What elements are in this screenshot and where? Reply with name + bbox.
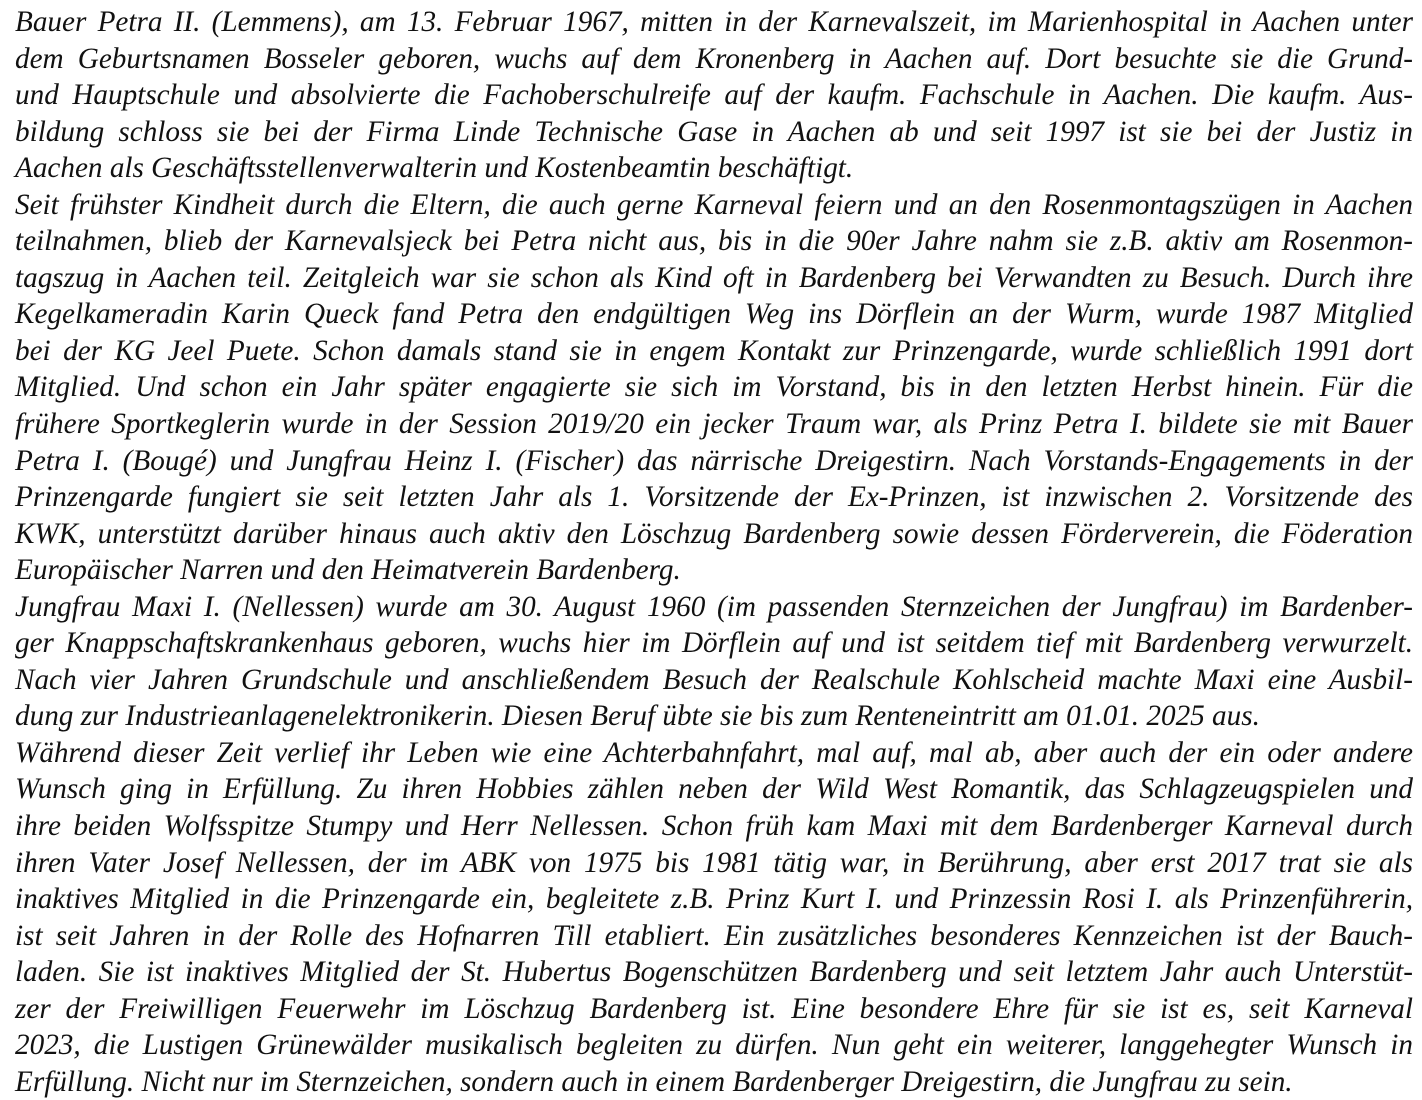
- text-line: ihren Vater Josef Nellessen, der im ABK von 1975 bis 1981 tätig war, in Berührung, aber erst 2017 trat sie als: [15, 846, 1413, 879]
- text-line: Jungfrau Maxi I. (Nellessen) wurde am 30. August 1960 (im passenden Sternzeichen der Jungfrau) im Bardenber-: [15, 590, 1413, 623]
- text-line: ihre beiden Wolfsspitze Stumpy und Herr Nellessen. Schon früh kam Maxi mit dem Bardenberger Karneval durch: [15, 810, 1413, 843]
- text-line: Nach vier Jahren Grundschule und anschließendem Besuch der Realschule Kohlscheid machte Maxi eine Ausbil-: [15, 663, 1413, 696]
- text-line: und Hauptschule und absolvierte die Fachoberschulreife auf der kaufm. Fachschule in Aachen. Die kaufm. Aus-: [15, 79, 1413, 112]
- text-line: Petra I. (Bougé) und Jungfrau Heinz I. (Fischer) das närrische Dreigestirn. Nach Vorstands-Engagements in der: [15, 444, 1413, 477]
- paragraph-jungfrau-maxi-i: [15, 589, 1413, 735]
- text-line: Kegelkameradin Karin Queck fand Petra den endgültigen Weg ins Dörflein an der Wurm, wurde 1987 Mitglied: [15, 298, 1413, 331]
- text-line: ist seit Jahren in der Rolle des Hofnarren Till etabliert. Ein zusätzliches besonderes Kennzeichen ist der Bauch-: [15, 919, 1413, 952]
- text-line: laden. Sie ist inaktives Mitglied der St. Hubertus Bogenschützen Bardenberg und seit letztem Jahr auch Unterstüt-: [15, 956, 1413, 989]
- text-line: Wunsch ging in Erfüllung. Zu ihren Hobbies zählen neben der Wild West Romantik, das Schlagzeugspielen und: [15, 773, 1413, 806]
- text-line: Bauer Petra II. (Lemmens), am 13. Februar 1967, mitten in der Karnevalszeit, im Marienhospital in Aachen unter: [15, 6, 1413, 38]
- paragraph-bauer-petra-ii: [15, 4, 1413, 187]
- text-line: inaktives Mitglied in die Prinzengarde ein, begleitete z.B. Prinz Kurt I. und Prinzessin Rosi I. als Prinzenführerin,: [15, 883, 1413, 916]
- text-line: Erfüllung. Nicht nur im Sternzeichen, sondern auch in einem Bardenberger Dreigestirn, die Jungfrau zu sein.: [15, 1065, 1293, 1098]
- paragraph-petra-karneval: [15, 187, 1413, 589]
- text-line: Seit frühster Kindheit durch die Eltern, die auch gerne Karneval feiern und an den Rosenmontagszügen in Aachen: [15, 188, 1413, 221]
- text-line: bildung schloss sie bei der Firma Linde Technische Gase in Aachen ab und seit 1997 ist sie bei der Justiz in: [15, 115, 1413, 148]
- text-line: dung zur Industrieanlagenelektronikerin. Diesen Beruf übte sie bis zum Renteneintritt am 01.01. 2025 aus.: [15, 700, 1260, 733]
- text-line: Prinzengarde fungiert sie seit letzten Jahr als 1. Vorsitzende der Ex-Prinzen, ist inzwischen 2. Vorsitzende des: [15, 481, 1413, 514]
- text-line: Europäischer Narren und den Heimatverein Bardenberg.: [15, 554, 681, 587]
- text-line: 2023, die Lustigen Grünewälder musikalisch begleiten zu dürfen. Nun geht ein weiterer, langgehegter Wunsch in: [15, 1029, 1413, 1062]
- text-line: bei der KG Jeel Puete. Schon damals stand sie in engem Kontakt zur Prinzengarde, wurde schließlich 1991 dort: [15, 334, 1413, 367]
- document-page: [15, 4, 1413, 1100]
- text-line: zer der Freiwilligen Feuerwehr im Löschzug Bardenberg ist. Eine besondere Ehre für sie ist es, seit Karneval: [15, 992, 1413, 1025]
- paragraph-maxi-hobbies: [15, 735, 1413, 1100]
- text-line: ger Knappschaftskrankenhaus geboren, wuchs hier im Dörflein auf und ist seitdem tief mit Bardenberg verwurzelt.: [15, 627, 1413, 660]
- text-line: KWK, unterstützt darüber hinaus auch aktiv den Löschzug Bardenberg sowie dessen Förderverein, die Föderation: [15, 517, 1413, 550]
- text-line: teilnahmen, blieb der Karnevalsjeck bei Petra nicht aus, bis in die 90er Jahre nahm sie z.B. aktiv am Rosenmon-: [15, 225, 1413, 258]
- text-line: tagszug in Aachen teil. Zeitgleich war sie schon als Kind oft in Bardenberg bei Verwandten zu Besuch. Durch ihre: [15, 261, 1413, 294]
- text-line: frühere Sportkeglerin wurde in der Session 2019/20 ein jecker Traum war, als Prinz Petra I. bildete sie mit Bauer: [15, 408, 1413, 441]
- text-line: Während dieser Zeit verlief ihr Leben wie eine Achterbahnfahrt, mal auf, mal ab, aber auch der ein oder andere: [15, 736, 1413, 769]
- text-line: Mitglied. Und schon ein Jahr später engagierte sie sich im Vorstand, bis in den letzten Herbst hinein. Für die: [15, 371, 1413, 404]
- text-line: dem Geburtsnamen Bosseler geboren, wuchs auf dem Kronenberg in Aachen auf. Dort besuchte sie die Grund-: [15, 42, 1413, 75]
- text-line: Aachen als Geschäftsstellenverwalterin und Kostenbeamtin beschäftigt.: [15, 152, 854, 185]
